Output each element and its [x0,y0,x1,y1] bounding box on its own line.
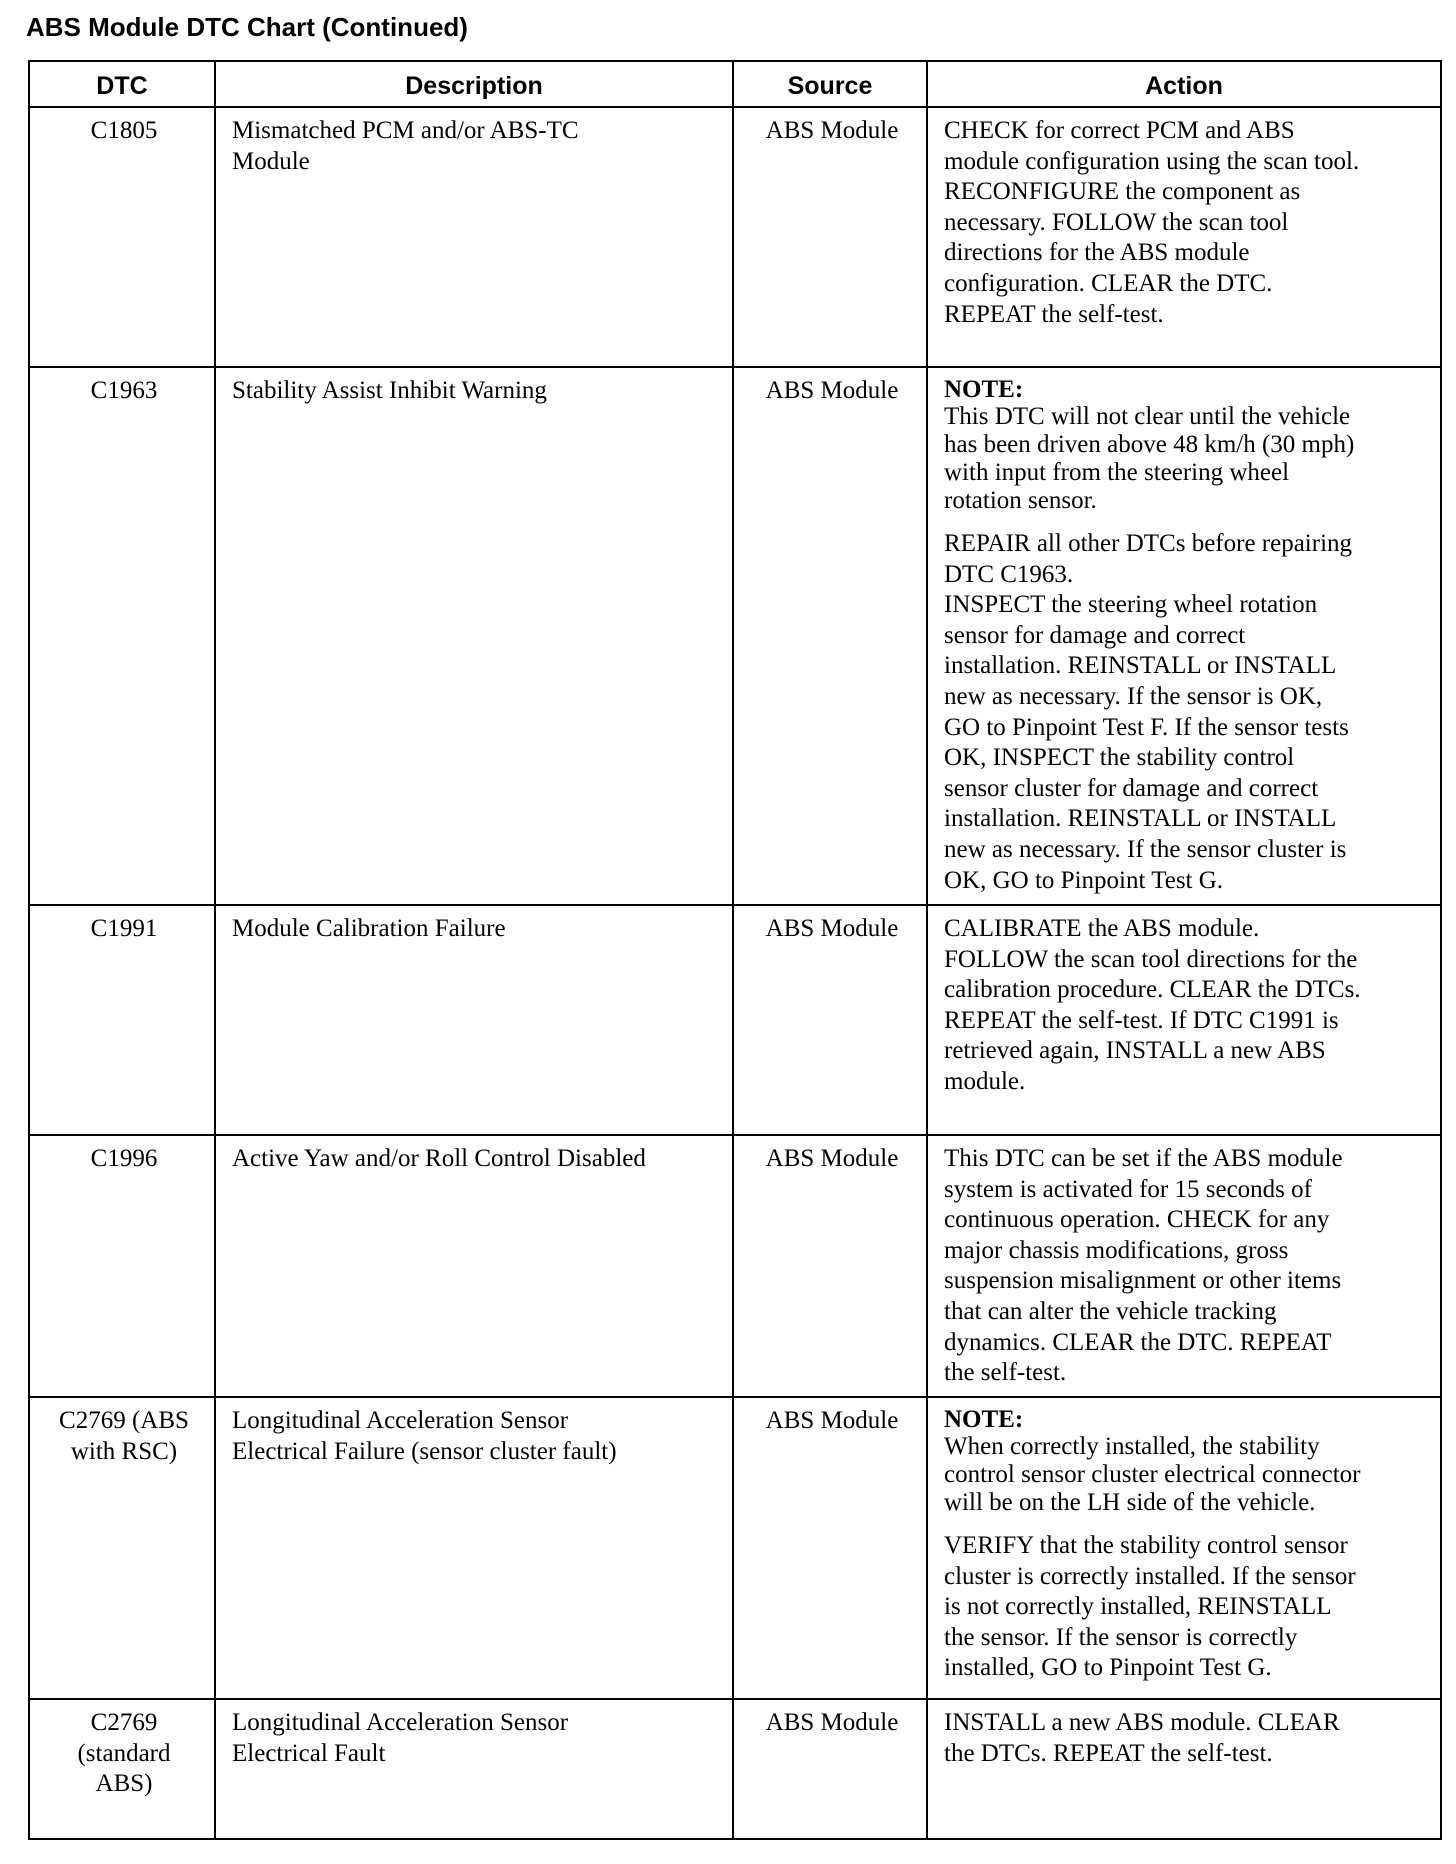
header-source: Source [733,61,927,107]
action-line: installation. REINSTALL or INSTALL [944,805,1337,833]
dtc-code: ABS) [95,1770,153,1798]
dtc-cell [29,107,215,367]
action-line: module configuration using the scan tool. [944,147,1360,175]
note-label: NOTE: [944,1406,1024,1433]
action-cell [927,1699,1441,1839]
action-line: calibration procedure. CLEAR the DTCs. [944,976,1361,1004]
table-row [29,1135,1441,1397]
source-cell [733,367,927,905]
note-line: This DTC will not clear until the vehicle [944,403,1351,430]
action-line: is not correctly installed, REINSTALL [944,1593,1332,1621]
action-line: INSPECT the steering wheel rotation [944,591,1318,619]
action-line: module. [944,1067,1026,1095]
action-line: new as necessary. If the sensor is OK, [944,682,1323,710]
source-cell [733,1135,927,1397]
action-line: This DTC can be set if the ABS module [944,1145,1343,1172]
action-line: cluster is correctly installed. If the sensor [944,1562,1356,1590]
table-row [29,1699,1441,1839]
source-text: ABS Module [765,117,899,144]
dtc-code: C1996 [90,1145,158,1172]
action-line: REPAIR all other DTCs before repairing [944,530,1353,557]
description-cell [215,1397,733,1699]
dtc-code: C1991 [90,915,158,942]
action-line: dynamics. CLEAR the DTC. REPEAT [944,1328,1332,1356]
description-text: Longitudinal Acceleration Sensor [232,1709,569,1736]
action-line: the DTCs. REPEAT the self-test. [944,1739,1273,1767]
dtc-cell [29,905,215,1135]
source-cell [733,1699,927,1839]
table-row [29,107,1441,367]
page-title: ABS Module DTC Chart (Continued) [26,12,468,42]
action-line: VERIFY that the stability control sensor [944,1532,1348,1559]
action-text [944,1144,1428,1389]
header-description: Description [215,61,733,107]
description-text: Stability Assist Inhibit Warning [232,377,547,404]
dtc-cell [29,1397,215,1699]
note-text [944,1433,1428,1517]
action-line: that can alter the vehicle tracking [944,1297,1277,1325]
action-line: GO to Pinpoint Test F. If the sensor tests [944,713,1349,741]
dtc-code: C2769 [90,1709,158,1736]
action-line: DTC C1963. [944,560,1074,588]
action-line: FOLLOW the scan tool directions for the [944,945,1358,973]
dtc-code: with RSC) [70,1437,178,1465]
action-line: installed, GO to Pinpoint Test G. [944,1654,1272,1682]
source-text: ABS Module [765,1407,899,1434]
note-line: will be on the LH side of the vehicle. [944,1489,1316,1516]
dtc-code: (standard [77,1739,171,1767]
description-cell [215,905,733,1135]
action-cell [927,107,1441,367]
dtc-code: C1805 [90,117,158,144]
action-line: the self-test. [944,1359,1067,1387]
dtc-cell [29,367,215,905]
action-line: major chassis modifications, gross [944,1236,1289,1264]
description-cell [215,1699,733,1839]
dtc-chart-table [28,60,1442,1840]
action-line: directions for the ABS module [944,239,1250,267]
action-line: CALIBRATE the ABS module. [944,915,1260,942]
action-cell [927,905,1441,1135]
action-line: sensor cluster for damage and correct [944,774,1319,802]
action-line: suspension misalignment or other items [944,1267,1342,1295]
table-row [29,905,1441,1135]
action-line: new as necessary. If the sensor cluster is [944,835,1347,863]
action-text [944,116,1428,330]
action-text [944,529,1428,896]
dtc-code: C1963 [90,377,158,404]
action-line: the sensor. If the sensor is correctly [944,1623,1298,1651]
description-cell [215,367,733,905]
action-line: necessary. FOLLOW the scan tool [944,208,1289,236]
action-line: system is activated for 15 seconds of [944,1175,1312,1203]
description-text: Electrical Failure (sensor cluster fault) [232,1437,617,1465]
action-line: CHECK for correct PCM and ABS [944,117,1295,144]
action-line: sensor for damage and correct [944,621,1246,649]
action-line: INSTALL a new ABS module. CLEAR [944,1709,1340,1736]
action-text [944,1531,1428,1684]
note-label: NOTE: [944,376,1024,403]
description-cell [215,107,733,367]
action-line: installation. REINSTALL or INSTALL [944,652,1337,680]
description-text: Electrical Fault [232,1739,386,1767]
action-line: OK, GO to Pinpoint Test G. [944,866,1224,894]
description-cell [215,1135,733,1397]
description-text: Module Calibration Failure [232,915,506,942]
source-text: ABS Module [765,915,899,942]
header-row [29,61,1441,107]
table-row [29,367,1441,905]
action-text [944,914,1428,1098]
action-cell [927,1397,1441,1699]
note-line: rotation sensor. [944,487,1097,514]
dtc-cell [29,1135,215,1397]
action-line: REPEAT the self-test. If DTC C1991 is [944,1006,1339,1034]
dtc-cell [29,1699,215,1839]
description-text: Mismatched PCM and/or ABS-TC [232,117,579,144]
header-dtc: DTC [29,61,215,107]
description-text: Active Yaw and/or Roll Control Disabled [232,1145,646,1172]
action-cell [927,367,1441,905]
action-line: REPEAT the self-test. [944,300,1164,328]
action-text [944,1708,1428,1769]
description-text: Longitudinal Acceleration Sensor [232,1407,569,1434]
action-line: continuous operation. CHECK for any [944,1206,1330,1234]
action-line: configuration. CLEAR the DTC. [944,269,1273,297]
source-cell [733,1397,927,1699]
source-cell [733,107,927,367]
description-text: Module [232,147,310,175]
dtc-code: C2769 (ABS [59,1407,189,1434]
source-cell [733,905,927,1135]
action-line: RECONFIGURE the component as [944,178,1301,206]
note-line: control sensor cluster electrical connector [944,1461,1361,1488]
header-action: Action [927,61,1441,107]
source-text: ABS Module [765,1709,899,1736]
table-row [29,1397,1441,1699]
note-line: When correctly installed, the stability [944,1433,1320,1460]
source-text: ABS Module [765,1145,899,1172]
table-body [29,107,1441,1839]
note-line: has been driven above 48 km/h (30 mph) [944,431,1355,458]
note-text [944,403,1428,515]
note-line: with input from the steering wheel [944,459,1290,486]
action-line: OK, INSPECT the stability control [944,744,1295,772]
source-text: ABS Module [765,377,899,404]
action-line: retrieved again, INSTALL a new ABS [944,1037,1326,1065]
action-cell [927,1135,1441,1397]
